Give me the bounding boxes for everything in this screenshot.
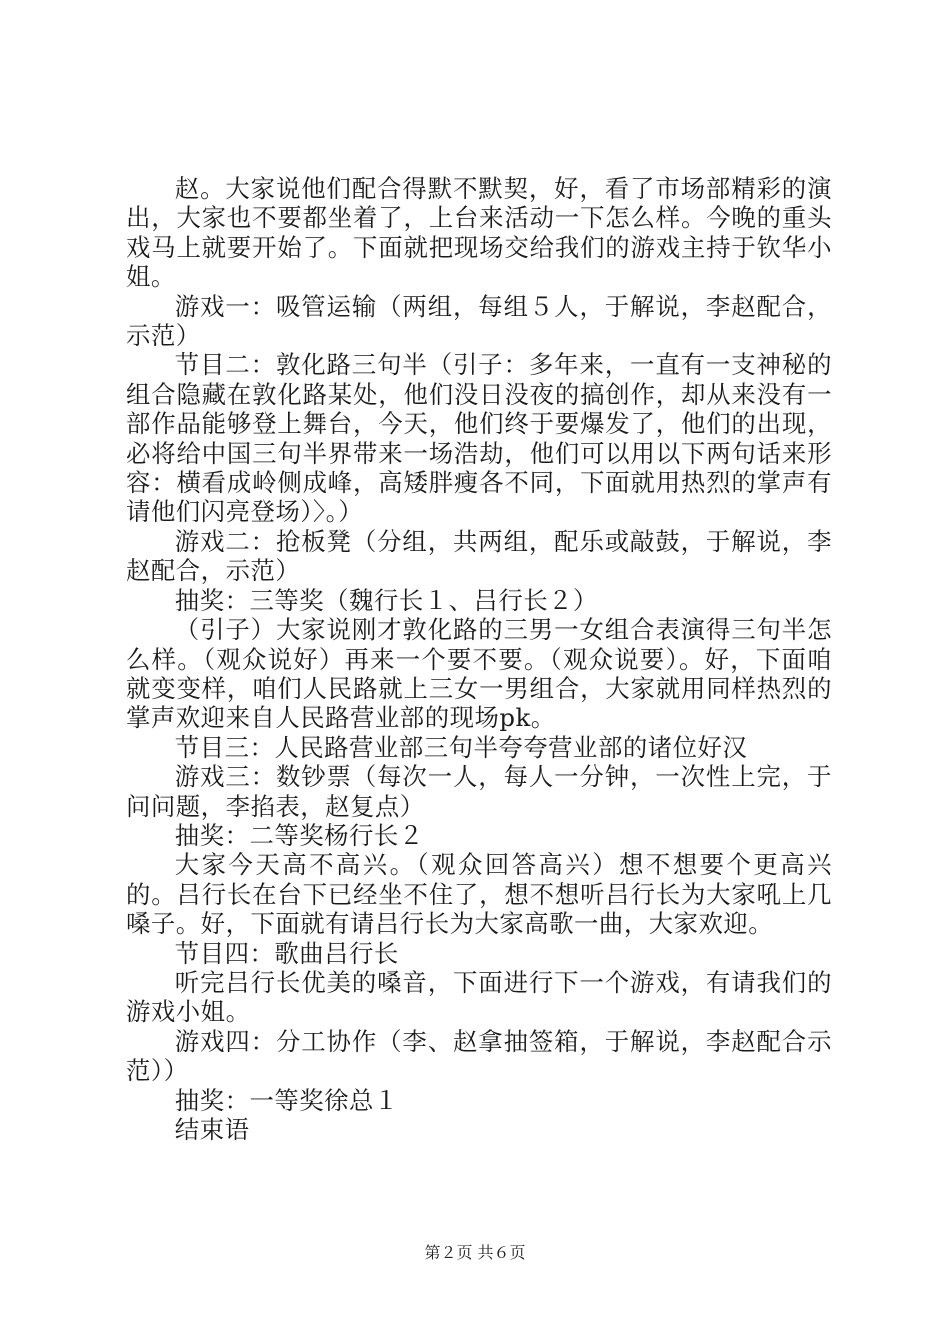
paragraph-closing: 结束语 (174, 1115, 250, 1144)
paragraph-after-song: 听完吕行长优美的嗓音，下面进行下一个游戏，有请我们的游戏小姐。 (126, 967, 832, 1027)
paragraph-game-1: 游戏一：吸管运输（两组，每组５人，于解说，李赵配合，示范） (126, 291, 832, 351)
paragraph-opening: 赵。大家说他们配合得默不默契，好，看了市场部精彩的演出，大家也不要都坐着了，上台来活动一下怎么样。今晚的重头戏马上就要开始了。下面就把现场交给我们的游戏主持于钦华小姐。 (126, 174, 832, 292)
paragraph-game-3: 游戏三：数钞票（每次一人，每人一分钟，一次性上完，于问问题，李掐表，赵复点） (126, 762, 832, 821)
paragraph-intro-pk: （引子）大家说刚才敦化路的三男一女组合表演得三句半怎么样。（观众说好）再来一个要不要。（观众说要）。好，下面咱就变变样，咱们人民路就上三女一男组合，大家就用同样热烈的掌声欢迎来自人民路营业部的现场pk。 (126, 615, 832, 733)
paragraph-program-2: 节目二：敦化路三句半（引子：多年来，一直有一支神秘的组合隐藏在敦化路某处，他们没日没夜的搞创作，却从来没有一部作品能够登上舞台，今天，他们终于要爆发了，他们的出现，必将给中国三句半界带来一场浩劫，他们可以用以下两句话来形容：横看成岭侧成峰，高矮胖瘦各不同，下面就用热烈的掌声有请他们闪亮登场）〉。） (126, 350, 832, 527)
page-number-footer: 第２页 共６页 (424, 1243, 526, 1262)
paragraph-program-4: 节目四：歌曲吕行长 (174, 938, 399, 968)
paragraph-lottery-3rd: 抽奖：三等奖（魏行长１、吕行长２） (174, 585, 598, 615)
paragraph-game-4: 游戏四：分工协作（李、赵拿抽签箱，于解说，李赵配合示范）） (126, 1026, 832, 1086)
document-body (126, 174, 832, 1144)
paragraph-intro-song: 大家今天高不高兴。（观众回答高兴）想不想要个更高兴的。吕行长在台下已经坐不住了，想不想听吕行长为大家吼上几嗓子。好，下面就有请吕行长为大家高歌一曲，大家欢迎。 (126, 850, 832, 939)
paragraph-lottery-1st: 抽奖：一等奖徐总１ (174, 1085, 399, 1115)
paragraph-program-3: 节目三：人民路营业部三句半夸夸营业部的诸位好汉 (174, 732, 748, 762)
paragraph-lottery-2nd: 抽奖：二等奖杨行长２ (174, 820, 424, 850)
paragraph-game-2: 游戏二：抢板凳（分组，共两组，配乐或敲鼓，于解说，李赵配合，示范） (126, 526, 832, 586)
